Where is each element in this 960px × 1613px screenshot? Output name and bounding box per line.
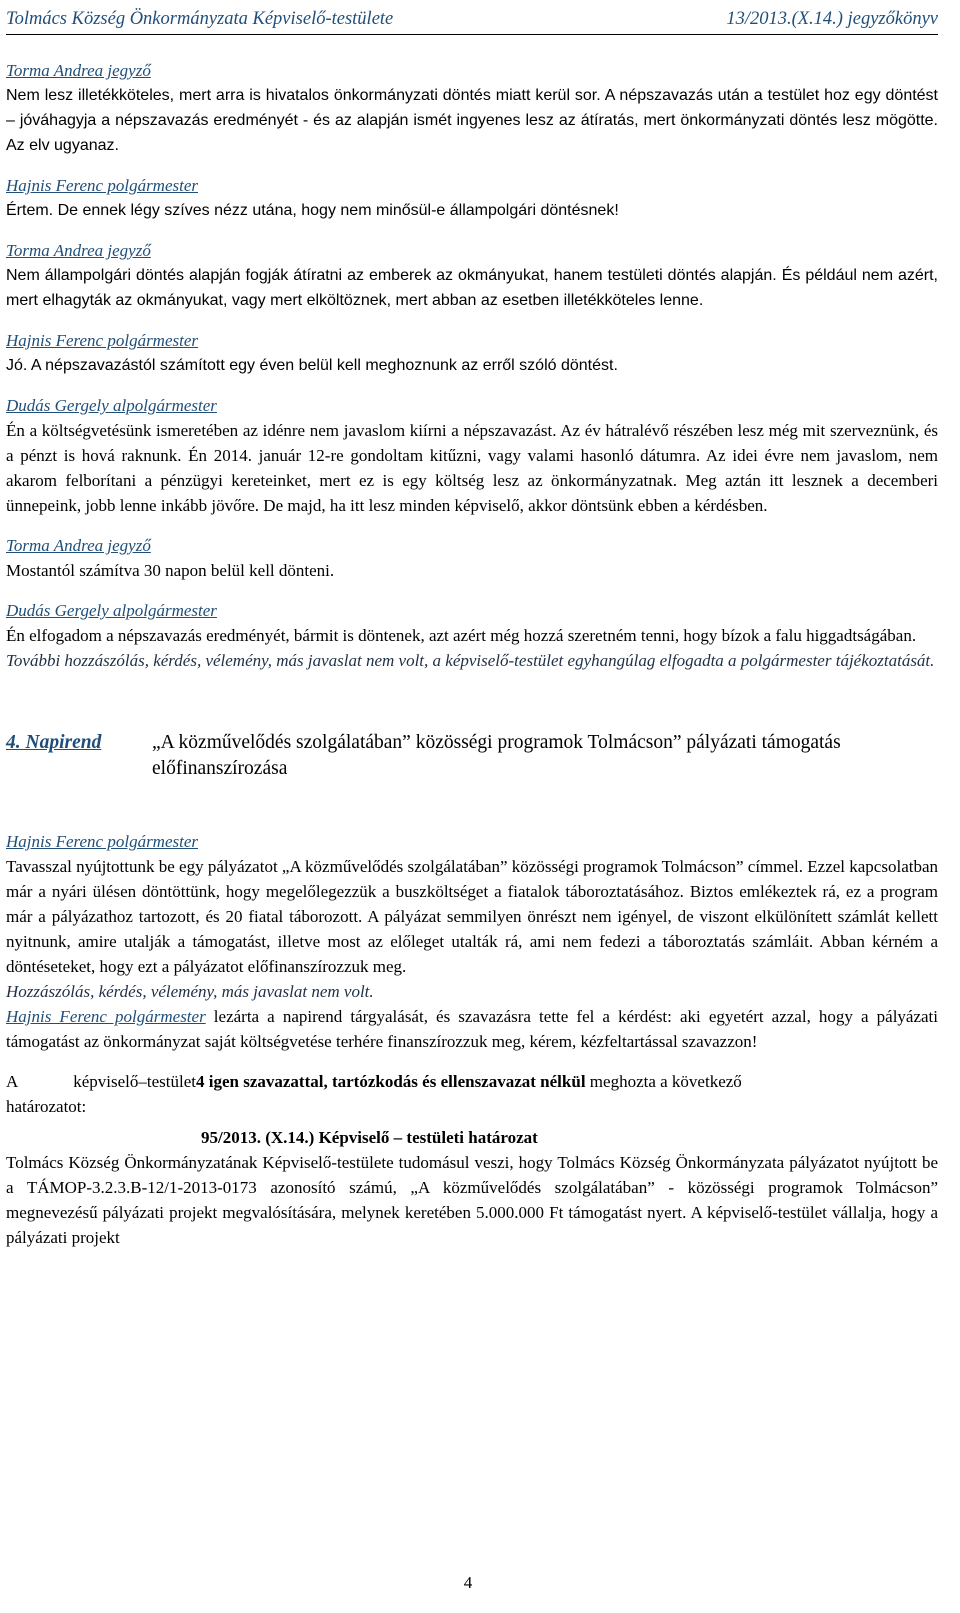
speech-block: [6, 533, 938, 583]
speech-block: [6, 598, 938, 648]
speaker-name: Torma Andrea jegyző: [6, 241, 151, 260]
speech-text: Mostantól számítva 30 napon belül kell dönteni.: [6, 561, 335, 580]
speech-text: Én elfogadom a népszavazás eredményét, bármit is döntenek, azt azért még hozzá szeretném tenni, hogy bízok a falu higgadtságában.: [6, 626, 917, 645]
speech-block: [6, 328, 938, 378]
decision-text: Tolmács Község Önkormányzatának Képviselő-testülete tudomásul veszi, hogy Tolmács Község Önkormányzata pályázatot nyújtott be a TÁMOP-3.2.3.B-12/1-2013-0173 azonosító számú, „A közművelődés szolgálatában” - közösségi programok Tolmácson” megnevezésű pályázati projekt megvalósítására, melynek keretében 5.000.000 Ft támogatást nyert. A képviselő-testület vállalja, hogy a pályázati projekt: [6, 1153, 938, 1247]
speaker-name: Hajnis Ferenc polgármester: [6, 176, 199, 195]
speech-text: Tavasszal nyújtottunk be egy pályázatot „A közművelődés szolgálatában” közösségi programok Tolmácson” címmel. Ezzel kapcsolatban már a nyári ülésen döntöttünk, hogy megelőlegezzük a buszköltséget a fiatalok táboroztatásához. Biztos emlékeztek rá, ez a program már a pályázathoz tartozott, és 20 fiatal táborozott. A pályázat semmilyen önrészt nem igényel, de viszont elkülönített számlát kellett nyitnunk, amire utalják a támogatást, illetve most az előleget utalták rá, ami nem fedezi a táboroztatás számláit. Abban kérném a döntéseteket, hogy ezt a pályázatot előfinanszírozzuk meg.: [6, 857, 939, 976]
agenda-heading: [6, 730, 938, 782]
agenda-number: 4. Napirend: [6, 732, 102, 753]
vote-detail: [196, 1069, 938, 1119]
speech-block: [6, 829, 938, 979]
speech-text: Értem. De ennek légy szíves nézz utána, hogy nem minősül-e állampolgári döntésnek!: [6, 202, 619, 219]
speech-text: Én a költségvetésünk ismeretében az idénre nem javaslom kiírni a népszavazást. Az év hátralévő részében lesz még mit szerveznünk, és a pénzt is hová raknunk. Én 2014. január 12-re gondoltam kitűzni, vagy valami hasonló dátumra. Az idei évre nem javaslom, nem akarom felborítani a pénzügyi kereteinket, mert ez is egy költség lesz az önkormányzatnak. Meg aztán itt lesznek a decemberi ünnepeink, jobb lenne inkább jövőre. De majd, ha itt lesz minden képviselő, akkor döntsünk ebben a kérdésben.: [6, 421, 938, 515]
document-body: [6, 58, 938, 1250]
speaker-name: Torma Andrea jegyző: [6, 61, 151, 80]
speech-block: [6, 393, 938, 518]
vote-count: 4 igen szavazattal, tartózkodás és ellenszavazat nélkül: [196, 1072, 586, 1091]
speaker-name: Hajnis Ferenc polgármester: [6, 331, 199, 350]
speech-block: [6, 58, 938, 158]
speaker-name: Torma Andrea jegyző: [6, 536, 151, 555]
speech-block: [6, 173, 938, 223]
speech-text: Nem lesz illetékköteles, mert arra is hivatalos önkormányzati döntés miatt kerül sor. A népszavazás után a testület hoz egy döntést – jóváhagyja a népszavazás eredményét - és az alapján ismét ingyenes lesz az átíratás, mert önkormányzati döntés lesz mögötte. Az elv ugyanaz.: [6, 87, 938, 154]
speaker-name: Dudás Gergely alpolgármester: [6, 396, 217, 415]
closing-paragraph: [6, 1004, 938, 1054]
speaker-name: Hajnis Ferenc polgármester: [6, 1007, 206, 1026]
speech-block: [6, 238, 938, 313]
speaker-name: Dudás Gergely alpolgármester: [6, 601, 217, 620]
vote-result: [6, 1069, 938, 1119]
vote-lead: A képviselő–testület határozatot:: [6, 1072, 196, 1116]
decision-title: 95/2013. (X.14.) Képviselő – testületi határozat: [201, 1128, 538, 1147]
closing-text: lezárta a napirend tárgyalását, és szavazásra tette fel a kérdést: aki egyetért azzal, hogy a pályázati támogatást az önkormányzat saját költségvetése terhére finanszírozzuk meg, kérem, kézfeltartással szavazzon!: [6, 1007, 938, 1051]
speech-text: Nem állampolgári döntés alapján fogják átíratni az emberek az okmányukat, hanem testületi döntés alapján. És például nem azért, mert elhagyták az okmányukat, vagy mert elköltöznek, mert abban az esetben illetékköteles lenne.: [6, 267, 938, 309]
header-title: Tolmács Község Önkormányzata Képviselő-testülete: [6, 9, 394, 29]
page-header: [6, 4, 938, 35]
speaker-name: Hajnis Ferenc polgármester: [6, 832, 199, 851]
vote-rest: meghozta a következő: [585, 1072, 742, 1091]
speech-text: Jó. A népszavazástól számított egy éven belül kell meghoznunk az erről szóló döntést.: [6, 357, 618, 374]
header-doc-ref: 13/2013.(X.14.) jegyzőkönyv: [726, 9, 938, 29]
summary-note: További hozzászólás, kérdés, vélemény, más javaslat nem volt, a képviselő-testület egyhangúlag elfogadta a polgármester tájékoztatását.: [6, 651, 935, 670]
summary-note: Hozzászólás, kérdés, vélemény, más javaslat nem volt.: [6, 982, 374, 1001]
agenda-title: „A közművelődés szolgálatában” közösségi programok Tolmácson” pályázati támogatás előfinanszírozása: [152, 732, 841, 779]
page-number: 4: [463, 1573, 473, 1592]
